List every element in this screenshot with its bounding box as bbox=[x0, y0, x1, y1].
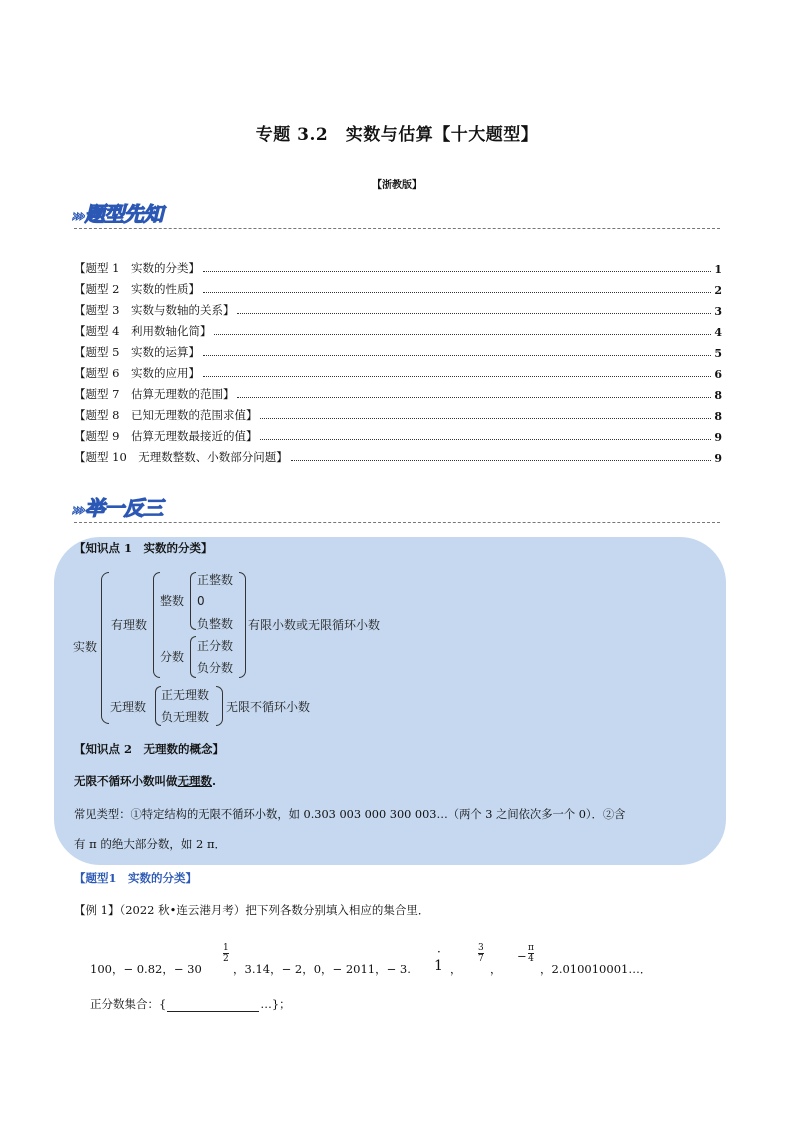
knowledge2-definition: 无限不循环小数叫做无理数. bbox=[74, 774, 217, 788]
fraction-half: $\frac{1}{2}$ bbox=[223, 943, 229, 964]
tree-positive-fraction: 正分数 bbox=[197, 639, 234, 653]
term-irrational: 无理数 bbox=[177, 774, 212, 788]
fraction-pi-quarter: $\frac{\pi}{4}$ bbox=[528, 943, 534, 964]
answer-blank-input[interactable] bbox=[167, 999, 259, 1012]
page-title: 专题 3.2 实数与估算【十大题型】 bbox=[255, 125, 539, 145]
toc-item[interactable]: 【题型 10 无理数整数、小数部分问题】 9 bbox=[74, 450, 722, 465]
knowledge2-heading: 【知识点 2 无理数的概念】 bbox=[74, 742, 225, 756]
tree-positive-irrational: 正无理数 bbox=[161, 688, 210, 702]
tree-rational: 有理数 bbox=[111, 618, 148, 632]
banner-toc bbox=[72, 198, 163, 227]
edition-label: 【浙教版】 bbox=[372, 180, 422, 191]
positive-fraction-set: 正分数集合：{ …}； bbox=[90, 997, 291, 1011]
toc-item[interactable]: 【题型 8 已知无理数的范围求值】 8 bbox=[74, 408, 722, 423]
repeat-dot: · bbox=[437, 945, 441, 959]
toc-item[interactable]: 【题型 9 估算无理数最接近的值】 9 bbox=[74, 429, 722, 444]
tree-root: 实数 bbox=[73, 640, 98, 654]
fraction-three-sevenths: $\frac{3}{7}$ bbox=[478, 943, 484, 964]
tree-negative-fraction: 负分数 bbox=[197, 661, 234, 675]
banner-practice bbox=[72, 492, 163, 521]
toc-item[interactable]: 【题型 4 利用数轴化简】 4 bbox=[74, 324, 722, 339]
banner-arrows-icon: ››› bbox=[72, 500, 83, 519]
knowledge2-types: 常见类型：①特定结构的无限不循环小数，如 0.303 003 000 300 003…（两个 3 之间依次多一个 0）．②含 bbox=[74, 808, 626, 821]
section-heading: 【题型1 实数的分类】 bbox=[74, 871, 198, 885]
negative-sign: − bbox=[517, 949, 527, 963]
knowledge1-heading: 【知识点 1 实数的分类】 bbox=[74, 541, 213, 555]
number-list-c: ，2.010010001…． bbox=[540, 962, 652, 976]
banner-practice-label: 举一反三 bbox=[84, 496, 163, 520]
toc-item[interactable]: 【题型 1 实数的分类】 1 bbox=[74, 261, 722, 276]
tree-positive-integer: 正整数 bbox=[197, 573, 234, 587]
toc-item[interactable]: 【题型 5 实数的运算】 5 bbox=[74, 345, 722, 360]
tree-negative-integer: 负整数 bbox=[197, 617, 234, 631]
number-list-b: ，3.14，− 2，0，− 2011，− 3. bbox=[233, 962, 411, 976]
tree-irrational: 无理数 bbox=[110, 700, 147, 714]
banner-divider bbox=[74, 522, 720, 523]
comma: ， bbox=[450, 962, 462, 976]
number-list-a: 100，− 0.82，− 30 bbox=[90, 962, 202, 976]
toc-item[interactable]: 【题型 7 估算无理数的范围】 8 bbox=[74, 387, 722, 402]
comma: ， bbox=[490, 962, 502, 976]
repeating-digit: 1 bbox=[434, 958, 443, 974]
banner-toc-label: 题型先知 bbox=[84, 202, 163, 226]
tree-rational-note: 有限小数或无限循环小数 bbox=[248, 618, 381, 632]
example-prompt: 【例 1】（2022 秋•连云港月考）把下列各数分别填入相应的集合里． bbox=[74, 903, 430, 917]
toc-item[interactable]: 【题型 2 实数的性质】 2 bbox=[74, 282, 722, 297]
tree-fraction: 分数 bbox=[160, 650, 185, 664]
knowledge2-types-cont: 有 π 的绝大部分数，如 2 π． bbox=[74, 837, 227, 851]
tree-irrational-note: 无限不循环小数 bbox=[226, 700, 311, 714]
tree-negative-irrational: 负无理数 bbox=[161, 710, 210, 724]
tree-integer: 整数 bbox=[160, 594, 185, 608]
banner-arrows-icon: ››› bbox=[72, 206, 83, 225]
table-of-contents bbox=[74, 255, 722, 465]
toc-item[interactable]: 【题型 6 实数的应用】 6 bbox=[74, 366, 722, 381]
banner-divider bbox=[74, 228, 720, 229]
tree-zero: 0 bbox=[197, 594, 205, 608]
toc-item[interactable]: 【题型 3 实数与数轴的关系】 3 bbox=[74, 303, 722, 318]
